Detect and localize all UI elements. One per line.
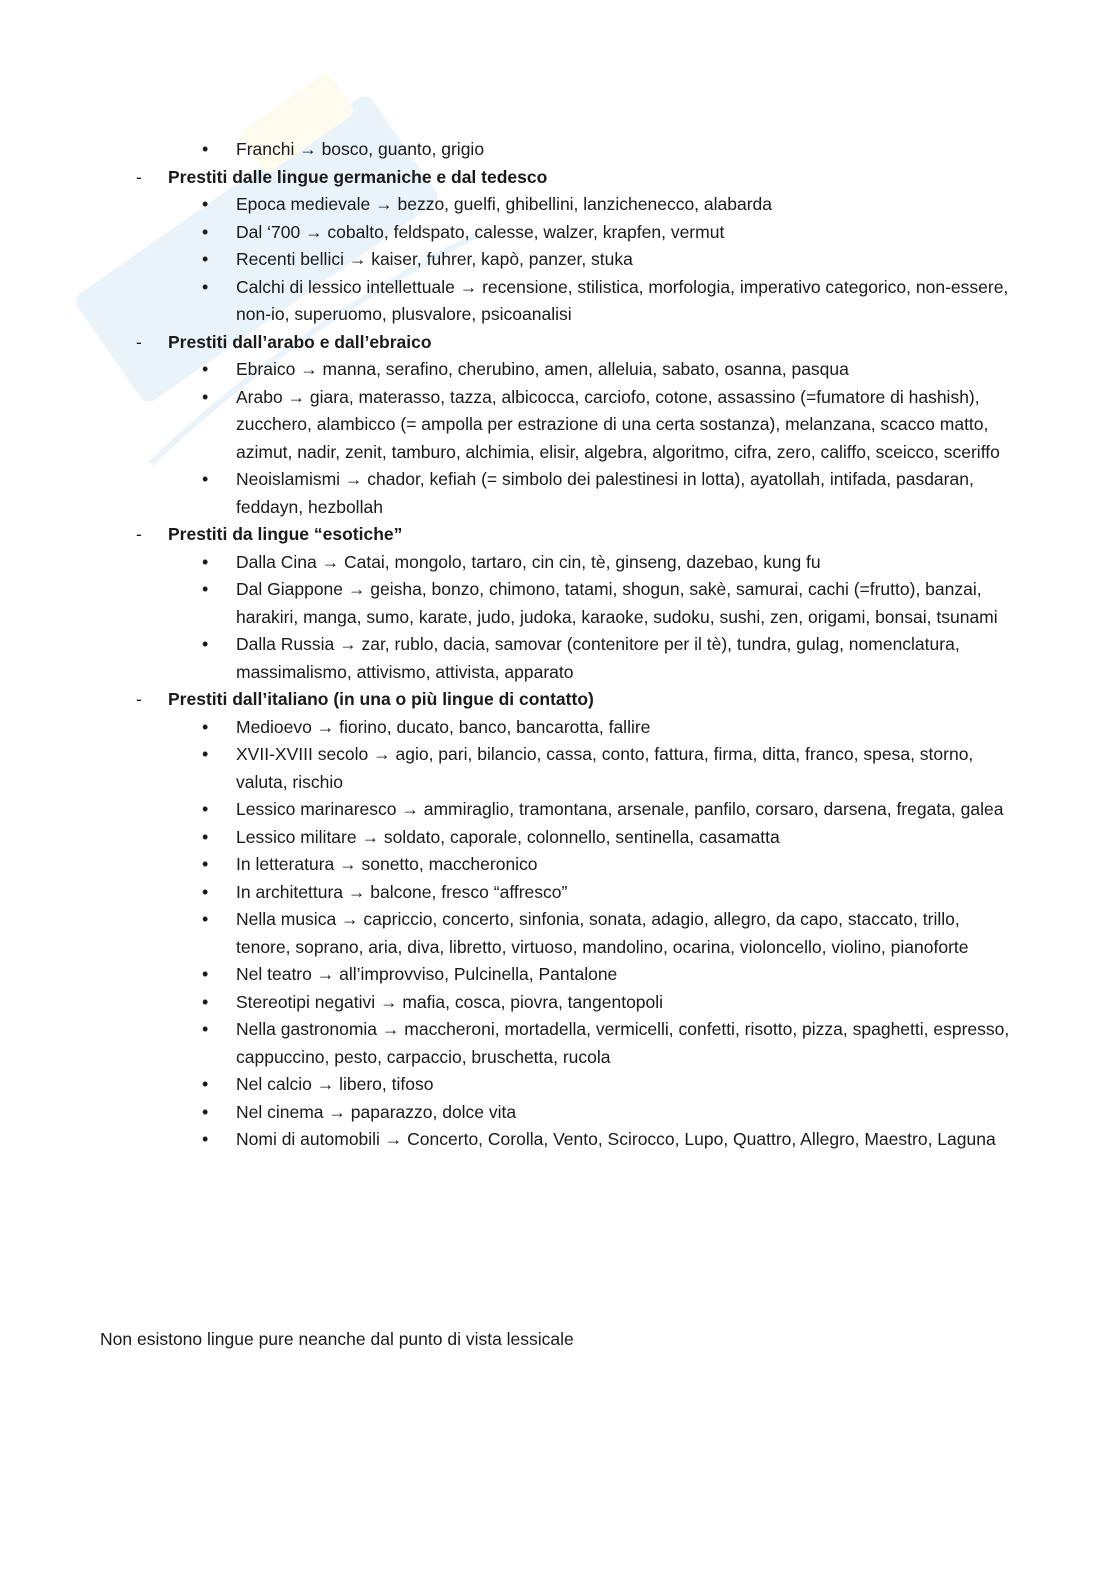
dash-marker: - [136,689,142,709]
section-title-text: Prestiti dall’italiano (in una o più lingue di contatto) [168,689,594,709]
closing-paragraph: Non esistono lingue pure neanche dal punto di vista lessicale [100,1328,574,1349]
list-item: • Dal ‘700 → cobalto, feldspato, calesse, walzer, krapfen, vermut [0,219,1116,247]
list-item: • Stereotipi negativi → mafia, cosca, piovra, tangentopoli [0,989,1116,1017]
list-item: • Medioevo → fiorino, ducato, banco, bancarotta, fallire [0,714,1116,742]
list-item: • Recenti bellici → kaiser, fuhrer, kapò, panzer, stuka [0,246,1116,274]
list-item: • Nella gastronomia → maccheroni, mortadella, vermicelli, confetti, risotto, pizza, spaghetti, espresso, cappuccino, pesto, carpaccio, bruschetta, rucola [0,1016,1116,1071]
list-item: • Ebraico → manna, serafino, cherubino, amen, alleluia, sabato, osanna, pasqua [0,356,1116,384]
list-item: • Dal Giappone → geisha, bonzo, chimono, tatami, shogun, sakè, samurai, cachi (=frutto), banzai, harakiri, manga, sumo, karate, judo, judoka, karaoke, sudoku, sushi, zen, origami, bonsai, tsunami [0,576,1116,631]
section-title-text: Prestiti dalle lingue germaniche e dal tedesco [168,166,548,187]
list-item: • Arabo → giara, materasso, tazza, albicocca, carciofo, cotone, assassino (=fumatore di hashish), zucchero, alambicco (= ampolla per estrazione di una certa sostanza), melanzana, scacco matto, azimut, nadir, zenit, tamburo, alchimia, elisir, algebra, algoritmo, cifra, zero, califfo, sceicco, sceriffo [0,384,1116,467]
section-esotiche [0,521,1116,686]
list-item: • XVII-XVIII secolo → agio, pari, bilancio, cassa, conto, fattura, firma, ditta, franco, spesa, storno, valuta, rischio [0,741,1116,796]
list-item-franchi: • Franchi → bosco, guanto, grigio [0,136,1116,164]
list-item: • Calchi di lessico intellettuale → recensione, stilistica, morfologia, imperativo categorico, non-essere, non-io, superuomo, plusvalore, psicoanalisi [0,274,1116,329]
section-arabo-ebraico [0,329,1116,522]
content-list [0,136,1116,1154]
section-italiano [0,686,1116,1154]
section-items [0,191,1116,329]
list-item: • Nel calcio → libero, tifoso [0,1071,1116,1099]
dash-marker: - [136,331,142,352]
list-item: • Nel cinema → paparazzo, dolce vita [0,1099,1116,1127]
list-item: • Dalla Cina → Catai, mongolo, tartaro, cin cin, tè, ginseng, dazebao, kung fu [0,549,1116,577]
list-item: • In letteratura → sonetto, maccheronico [0,851,1116,879]
section-items [0,714,1116,1154]
dash-marker: - [136,524,142,544]
section-germaniche [0,164,1116,329]
list-item: • Neoislamismi → chador, kefiah (= simbolo dei palestinesi in lotta), ayatollah, intifada, pasdaran, feddayn, hezbollah [0,466,1116,521]
list-item: • Epoca medievale → bezzo, guelfi, ghibellini, lanzichenecco, alabarda [0,191,1116,219]
section-title-text: Prestiti da lingue “esotiche” [168,524,403,544]
dash-marker: - [136,166,142,187]
list-item: • Nella musica → capriccio, concerto, sinfonia, sonata, adagio, allegro, da capo, staccato, trillo, tenore, soprano, aria, diva, libretto, virtuoso, mandolino, ocarina, violoncello, violino, pianoforte [0,906,1116,961]
list-item: • Lessico marinaresco → ammiraglio, tramontana, arsenale, panfilo, corsaro, darsena, fregata, galea [0,796,1116,824]
section-title [0,164,1116,192]
section-title [0,521,1116,549]
list-item: • In architettura → balcone, fresco “affresco” [0,879,1116,907]
section-items [0,356,1116,521]
section-items [0,549,1116,687]
list-item: • Nel teatro → all’improvviso, Pulcinella, Pantalone [0,961,1116,989]
list-item: • Lessico militare → soldato, caporale, colonnello, sentinella, casamatta [0,824,1116,852]
section-title [0,329,1116,357]
list-item: • Nomi di automobili → Concerto, Corolla, Vento, Scirocco, Lupo, Quattro, Allegro, Maestro, Laguna [0,1126,1116,1154]
list-item: • Dalla Russia → zar, rublo, dacia, samovar (contenitore per il tè), tundra, gulag, nomenclatura, massimalismo, attivismo, attivista, apparato [0,631,1116,686]
section-title-text: Prestiti dall’arabo e dall’ebraico [168,331,432,352]
section-title [0,686,1116,714]
